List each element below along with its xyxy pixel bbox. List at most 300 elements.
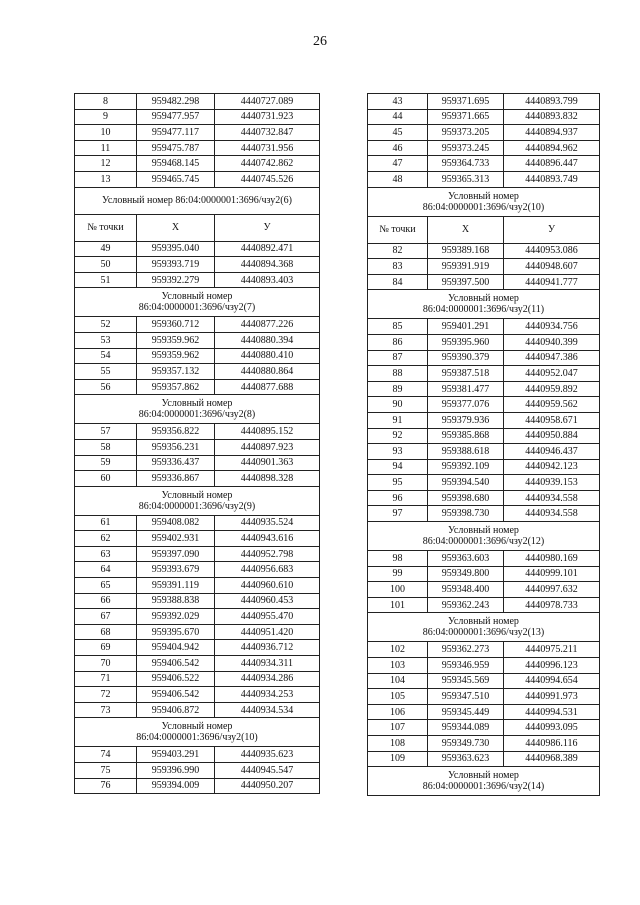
y-coordinate-cell: 4440968.389 bbox=[504, 751, 600, 767]
x-coordinate-cell: 959349.800 bbox=[428, 566, 504, 582]
point-number-cell: 48 bbox=[368, 171, 428, 187]
section-title-line: 86:04:0000001:3696/чзу2(11) bbox=[422, 304, 545, 316]
y-coordinate-cell: 4440942.123 bbox=[504, 459, 600, 475]
point-number-cell: 52 bbox=[75, 317, 137, 333]
x-coordinate-cell: 959344.089 bbox=[428, 720, 504, 736]
y-coordinate-cell: 4440994.654 bbox=[504, 673, 600, 689]
table-row bbox=[75, 778, 320, 794]
y-coordinate-cell: 4440960.610 bbox=[215, 578, 320, 594]
x-coordinate-cell: 959356.231 bbox=[137, 439, 215, 455]
point-number-cell: 69 bbox=[75, 640, 137, 656]
y-coordinate-cell: 4440727.089 bbox=[215, 94, 320, 110]
table-row bbox=[368, 459, 600, 475]
point-number-cell: 53 bbox=[75, 332, 137, 348]
x-coordinate-cell: 959403.291 bbox=[137, 747, 215, 763]
section-title bbox=[368, 290, 600, 319]
table-row bbox=[75, 455, 320, 471]
x-coordinate-cell: 959396.990 bbox=[137, 763, 215, 779]
y-coordinate-cell: 4440877.688 bbox=[215, 379, 320, 395]
x-coordinate-cell: 959365.313 bbox=[428, 171, 504, 187]
point-number-cell: 55 bbox=[75, 364, 137, 380]
x-coordinate-cell: 959356.822 bbox=[137, 424, 215, 440]
point-number-cell: 99 bbox=[368, 566, 428, 582]
point-number-cell: 94 bbox=[368, 459, 428, 475]
table-row bbox=[368, 428, 600, 444]
x-coordinate-cell: 959394.540 bbox=[428, 475, 504, 491]
y-coordinate-cell: 4440955.470 bbox=[215, 609, 320, 625]
point-number-cell: 8 bbox=[75, 94, 137, 110]
point-number-cell: 90 bbox=[368, 397, 428, 413]
x-coordinate-cell: 959379.936 bbox=[428, 412, 504, 428]
y-coordinate-cell: 4440934.253 bbox=[215, 687, 320, 703]
table-row bbox=[368, 125, 600, 141]
point-number-cell: 101 bbox=[368, 597, 428, 613]
header-y: У bbox=[504, 216, 600, 243]
y-coordinate-cell: 4440950.207 bbox=[215, 778, 320, 794]
y-coordinate-cell: 4440950.884 bbox=[504, 428, 600, 444]
x-coordinate-cell: 959362.273 bbox=[428, 642, 504, 658]
y-coordinate-cell: 4440952.047 bbox=[504, 366, 600, 382]
point-number-cell: 95 bbox=[368, 475, 428, 491]
y-coordinate-cell: 4440993.095 bbox=[504, 720, 600, 736]
table-row bbox=[75, 593, 320, 609]
y-coordinate-cell: 4440986.116 bbox=[504, 736, 600, 752]
section-title bbox=[75, 187, 320, 214]
x-coordinate-cell: 959394.009 bbox=[137, 778, 215, 794]
table-row bbox=[368, 350, 600, 366]
section-title-line: Условный номер bbox=[448, 293, 519, 305]
point-number-cell: 75 bbox=[75, 763, 137, 779]
y-coordinate-cell: 4440934.558 bbox=[504, 506, 600, 522]
table-row bbox=[75, 562, 320, 578]
section-title bbox=[368, 187, 600, 216]
x-coordinate-cell: 959482.298 bbox=[137, 94, 215, 110]
point-number-cell: 92 bbox=[368, 428, 428, 444]
point-number-cell: 68 bbox=[75, 624, 137, 640]
x-coordinate-cell: 959357.132 bbox=[137, 364, 215, 380]
point-number-cell: 82 bbox=[368, 243, 428, 259]
y-coordinate-cell: 4440956.683 bbox=[215, 562, 320, 578]
x-coordinate-cell: 959388.618 bbox=[428, 444, 504, 460]
point-number-cell: 49 bbox=[75, 241, 137, 257]
point-number-cell: 56 bbox=[75, 379, 137, 395]
x-coordinate-cell: 959359.962 bbox=[137, 332, 215, 348]
section-title-line: Условный номер bbox=[448, 616, 519, 628]
y-coordinate-cell: 4440894.937 bbox=[504, 125, 600, 141]
x-coordinate-cell: 959395.040 bbox=[137, 241, 215, 257]
x-coordinate-cell: 959385.868 bbox=[428, 428, 504, 444]
point-number-cell: 58 bbox=[75, 439, 137, 455]
y-coordinate-cell: 4440958.671 bbox=[504, 412, 600, 428]
x-coordinate-cell: 959404.942 bbox=[137, 640, 215, 656]
x-coordinate-cell: 959402.931 bbox=[137, 531, 215, 547]
x-coordinate-cell: 959392.029 bbox=[137, 609, 215, 625]
table-row bbox=[368, 673, 600, 689]
table-row bbox=[368, 381, 600, 397]
point-number-cell: 63 bbox=[75, 546, 137, 562]
y-coordinate-cell: 4440893.832 bbox=[504, 109, 600, 125]
x-coordinate-cell: 959381.477 bbox=[428, 381, 504, 397]
table-header-row bbox=[368, 216, 600, 243]
y-coordinate-cell: 4440951.420 bbox=[215, 624, 320, 640]
y-coordinate-cell: 4440940.399 bbox=[504, 334, 600, 350]
header-point-number: № точки bbox=[368, 216, 428, 243]
table-row bbox=[368, 274, 600, 290]
x-coordinate-cell: 959357.862 bbox=[137, 379, 215, 395]
section-title-line: Условный номер 86:04:0000001:3696/чзу2(6) bbox=[102, 195, 292, 207]
table-row bbox=[368, 506, 600, 522]
point-number-cell: 87 bbox=[368, 350, 428, 366]
header-x: X bbox=[137, 214, 215, 241]
x-coordinate-cell: 959392.279 bbox=[137, 272, 215, 288]
x-coordinate-cell: 959363.603 bbox=[428, 551, 504, 567]
table-row bbox=[368, 366, 600, 382]
point-number-cell: 86 bbox=[368, 334, 428, 350]
section-title-line: 86:04:0000001:3696/чзу2(9) bbox=[138, 500, 256, 512]
y-coordinate-cell: 4440880.394 bbox=[215, 332, 320, 348]
y-coordinate-cell: 4440996.123 bbox=[504, 658, 600, 674]
table-row bbox=[75, 332, 320, 348]
x-coordinate-cell: 959475.787 bbox=[137, 140, 215, 156]
point-number-cell: 47 bbox=[368, 156, 428, 172]
table-row bbox=[75, 578, 320, 594]
x-coordinate-cell: 959388.838 bbox=[137, 593, 215, 609]
point-number-cell: 54 bbox=[75, 348, 137, 364]
y-coordinate-cell: 4440745.526 bbox=[215, 171, 320, 187]
point-number-cell: 85 bbox=[368, 319, 428, 335]
point-number-cell: 12 bbox=[75, 156, 137, 172]
table-row bbox=[75, 515, 320, 531]
section-title-line: 86:04:0000001:3696/чзу2(14) bbox=[422, 781, 545, 793]
table-row bbox=[368, 551, 600, 567]
table-row bbox=[368, 751, 600, 767]
table-row bbox=[368, 109, 600, 125]
table-row bbox=[368, 334, 600, 350]
point-number-cell: 106 bbox=[368, 704, 428, 720]
x-coordinate-cell: 959468.145 bbox=[137, 156, 215, 172]
table-row bbox=[368, 475, 600, 491]
y-coordinate-cell: 4440975.211 bbox=[504, 642, 600, 658]
x-coordinate-cell: 959401.291 bbox=[428, 319, 504, 335]
x-coordinate-cell: 959391.919 bbox=[428, 259, 504, 275]
table-row bbox=[75, 609, 320, 625]
point-number-cell: 84 bbox=[368, 274, 428, 290]
table-row bbox=[75, 241, 320, 257]
table-row bbox=[75, 125, 320, 141]
table-row bbox=[75, 317, 320, 333]
y-coordinate-cell: 4440892.471 bbox=[215, 241, 320, 257]
section-title bbox=[368, 767, 600, 796]
table-row bbox=[368, 658, 600, 674]
table-row bbox=[368, 319, 600, 335]
table-row bbox=[75, 140, 320, 156]
table-row bbox=[368, 397, 600, 413]
x-coordinate-cell: 959347.510 bbox=[428, 689, 504, 705]
x-coordinate-cell: 959465.745 bbox=[137, 171, 215, 187]
coordinates-table-right bbox=[367, 93, 600, 796]
table-row bbox=[368, 412, 600, 428]
table-row bbox=[75, 624, 320, 640]
y-coordinate-cell: 4440742.862 bbox=[215, 156, 320, 172]
point-number-cell: 67 bbox=[75, 609, 137, 625]
point-number-cell: 93 bbox=[368, 444, 428, 460]
table-body-left bbox=[75, 94, 320, 794]
point-number-cell: 61 bbox=[75, 515, 137, 531]
y-coordinate-cell: 4440936.712 bbox=[215, 640, 320, 656]
section-title bbox=[75, 288, 320, 317]
x-coordinate-cell: 959364.733 bbox=[428, 156, 504, 172]
y-coordinate-cell: 4440934.286 bbox=[215, 671, 320, 687]
table-row bbox=[75, 747, 320, 763]
table-row bbox=[75, 424, 320, 440]
point-number-cell: 74 bbox=[75, 747, 137, 763]
y-coordinate-cell: 4440941.777 bbox=[504, 274, 600, 290]
point-number-cell: 57 bbox=[75, 424, 137, 440]
point-number-cell: 103 bbox=[368, 658, 428, 674]
point-number-cell: 105 bbox=[368, 689, 428, 705]
x-coordinate-cell: 959345.449 bbox=[428, 704, 504, 720]
table-row bbox=[368, 642, 600, 658]
table-row bbox=[368, 243, 600, 259]
section-title-line: Условный номер bbox=[161, 489, 233, 501]
x-coordinate-cell: 959345.569 bbox=[428, 673, 504, 689]
section-header-row bbox=[75, 395, 320, 424]
point-number-cell: 59 bbox=[75, 455, 137, 471]
y-coordinate-cell: 4440893.403 bbox=[215, 272, 320, 288]
y-coordinate-cell: 4440897.923 bbox=[215, 439, 320, 455]
table-row bbox=[75, 471, 320, 487]
y-coordinate-cell: 4440980.169 bbox=[504, 551, 600, 567]
x-coordinate-cell: 959390.379 bbox=[428, 350, 504, 366]
y-coordinate-cell: 4440934.558 bbox=[504, 490, 600, 506]
section-header-row bbox=[368, 767, 600, 796]
section-title bbox=[75, 486, 320, 515]
section-title-line: 86:04:0000001:3696/чзу2(7) bbox=[138, 302, 256, 314]
point-number-cell: 62 bbox=[75, 531, 137, 547]
table-row bbox=[75, 348, 320, 364]
point-number-cell: 70 bbox=[75, 656, 137, 672]
table-row bbox=[75, 687, 320, 703]
x-coordinate-cell: 959398.680 bbox=[428, 490, 504, 506]
point-number-cell: 10 bbox=[75, 125, 137, 141]
y-coordinate-cell: 4440943.616 bbox=[215, 531, 320, 547]
table-row bbox=[368, 259, 600, 275]
x-coordinate-cell: 959397.090 bbox=[137, 546, 215, 562]
point-number-cell: 102 bbox=[368, 642, 428, 658]
y-coordinate-cell: 4440894.962 bbox=[504, 140, 600, 156]
table-row bbox=[75, 171, 320, 187]
section-header-row bbox=[75, 288, 320, 317]
x-coordinate-cell: 959360.712 bbox=[137, 317, 215, 333]
section-title-line: 86:04:0000001:3696/чзу2(8) bbox=[138, 409, 256, 421]
x-coordinate-cell: 959408.082 bbox=[137, 515, 215, 531]
point-number-cell: 9 bbox=[75, 109, 137, 125]
x-coordinate-cell: 959362.243 bbox=[428, 597, 504, 613]
point-number-cell: 11 bbox=[75, 140, 137, 156]
table-row bbox=[368, 704, 600, 720]
point-number-cell: 89 bbox=[368, 381, 428, 397]
table-row bbox=[75, 671, 320, 687]
section-title-line: 86:04:0000001:3696/чзу2(10) bbox=[422, 201, 545, 213]
point-number-cell: 108 bbox=[368, 736, 428, 752]
x-coordinate-cell: 959406.542 bbox=[137, 687, 215, 703]
table-row bbox=[368, 94, 600, 110]
x-coordinate-cell: 959392.109 bbox=[428, 459, 504, 475]
section-title bbox=[75, 718, 320, 747]
section-header-row bbox=[368, 522, 600, 551]
point-number-cell: 100 bbox=[368, 582, 428, 598]
x-coordinate-cell: 959393.719 bbox=[137, 257, 215, 273]
table-row bbox=[75, 379, 320, 395]
table-row bbox=[75, 763, 320, 779]
x-coordinate-cell: 959373.245 bbox=[428, 140, 504, 156]
y-coordinate-cell: 4440946.437 bbox=[504, 444, 600, 460]
point-number-cell: 50 bbox=[75, 257, 137, 273]
point-number-cell: 96 bbox=[368, 490, 428, 506]
table-row bbox=[75, 272, 320, 288]
point-number-cell: 60 bbox=[75, 471, 137, 487]
section-title-line: Условный номер bbox=[161, 398, 233, 410]
y-coordinate-cell: 4440978.733 bbox=[504, 597, 600, 613]
x-coordinate-cell: 959359.962 bbox=[137, 348, 215, 364]
table-row bbox=[368, 597, 600, 613]
x-coordinate-cell: 959387.518 bbox=[428, 366, 504, 382]
y-coordinate-cell: 4440880.410 bbox=[215, 348, 320, 364]
y-coordinate-cell: 4440731.923 bbox=[215, 109, 320, 125]
y-coordinate-cell: 4440901.363 bbox=[215, 455, 320, 471]
point-number-cell: 51 bbox=[75, 272, 137, 288]
x-coordinate-cell: 959393.679 bbox=[137, 562, 215, 578]
y-coordinate-cell: 4440731.956 bbox=[215, 140, 320, 156]
section-title-line: Условный номер bbox=[448, 190, 519, 202]
section-header-row bbox=[75, 486, 320, 515]
table-row bbox=[75, 531, 320, 547]
x-coordinate-cell: 959373.205 bbox=[428, 125, 504, 141]
coordinates-table-left bbox=[74, 93, 320, 794]
y-coordinate-cell: 4440991.973 bbox=[504, 689, 600, 705]
table-row bbox=[75, 439, 320, 455]
x-coordinate-cell: 959349.730 bbox=[428, 736, 504, 752]
x-coordinate-cell: 959397.500 bbox=[428, 274, 504, 290]
point-number-cell: 107 bbox=[368, 720, 428, 736]
point-number-cell: 46 bbox=[368, 140, 428, 156]
table-header-row bbox=[75, 214, 320, 241]
y-coordinate-cell: 4440945.547 bbox=[215, 763, 320, 779]
point-number-cell: 98 bbox=[368, 551, 428, 567]
y-coordinate-cell: 4440935.623 bbox=[215, 747, 320, 763]
y-coordinate-cell: 4440959.892 bbox=[504, 381, 600, 397]
table-row bbox=[368, 720, 600, 736]
x-coordinate-cell: 959391.119 bbox=[137, 578, 215, 594]
y-coordinate-cell: 4440893.799 bbox=[504, 94, 600, 110]
section-title-line: 86:04:0000001:3696/чзу2(13) bbox=[422, 627, 545, 639]
point-number-cell: 73 bbox=[75, 702, 137, 718]
table-row bbox=[368, 444, 600, 460]
table-row bbox=[368, 156, 600, 172]
x-coordinate-cell: 959398.730 bbox=[428, 506, 504, 522]
section-title-line: Условный номер bbox=[161, 291, 233, 303]
x-coordinate-cell: 959336.437 bbox=[137, 455, 215, 471]
x-coordinate-cell: 959389.168 bbox=[428, 243, 504, 259]
x-coordinate-cell: 959477.117 bbox=[137, 125, 215, 141]
table-row bbox=[368, 736, 600, 752]
y-coordinate-cell: 4440994.531 bbox=[504, 704, 600, 720]
y-coordinate-cell: 4440934.311 bbox=[215, 656, 320, 672]
x-coordinate-cell: 959371.665 bbox=[428, 109, 504, 125]
y-coordinate-cell: 4440960.453 bbox=[215, 593, 320, 609]
table-row bbox=[368, 689, 600, 705]
y-coordinate-cell: 4440948.607 bbox=[504, 259, 600, 275]
x-coordinate-cell: 959346.959 bbox=[428, 658, 504, 674]
header-x: X bbox=[428, 216, 504, 243]
y-coordinate-cell: 4440939.153 bbox=[504, 475, 600, 491]
section-title bbox=[75, 395, 320, 424]
point-number-cell: 83 bbox=[368, 259, 428, 275]
table-row bbox=[75, 656, 320, 672]
x-coordinate-cell: 959371.695 bbox=[428, 94, 504, 110]
section-title bbox=[368, 613, 600, 642]
table-body-right bbox=[368, 94, 600, 796]
header-y: У bbox=[215, 214, 320, 241]
point-number-cell: 65 bbox=[75, 578, 137, 594]
x-coordinate-cell: 959477.957 bbox=[137, 109, 215, 125]
x-coordinate-cell: 959348.400 bbox=[428, 582, 504, 598]
y-coordinate-cell: 4440953.086 bbox=[504, 243, 600, 259]
section-header-row bbox=[368, 613, 600, 642]
x-coordinate-cell: 959406.872 bbox=[137, 702, 215, 718]
point-number-cell: 44 bbox=[368, 109, 428, 125]
point-number-cell: 64 bbox=[75, 562, 137, 578]
y-coordinate-cell: 4440895.152 bbox=[215, 424, 320, 440]
section-title-line: Условный номер bbox=[448, 525, 519, 537]
table-row bbox=[75, 640, 320, 656]
x-coordinate-cell: 959377.076 bbox=[428, 397, 504, 413]
section-header-row bbox=[368, 187, 600, 216]
y-coordinate-cell: 4440934.756 bbox=[504, 319, 600, 335]
point-number-cell: 45 bbox=[368, 125, 428, 141]
table-row bbox=[75, 257, 320, 273]
table-row bbox=[368, 490, 600, 506]
table-row bbox=[75, 364, 320, 380]
header-point-number: № точки bbox=[75, 214, 137, 241]
table-row bbox=[368, 582, 600, 598]
table-row bbox=[75, 94, 320, 110]
table-row bbox=[75, 546, 320, 562]
section-header-row bbox=[368, 290, 600, 319]
point-number-cell: 13 bbox=[75, 171, 137, 187]
y-coordinate-cell: 4440732.847 bbox=[215, 125, 320, 141]
y-coordinate-cell: 4440898.328 bbox=[215, 471, 320, 487]
y-coordinate-cell: 4440935.524 bbox=[215, 515, 320, 531]
x-coordinate-cell: 959395.960 bbox=[428, 334, 504, 350]
y-coordinate-cell: 4440934.534 bbox=[215, 702, 320, 718]
y-coordinate-cell: 4440894.368 bbox=[215, 257, 320, 273]
y-coordinate-cell: 4440997.632 bbox=[504, 582, 600, 598]
table-row bbox=[75, 702, 320, 718]
table-row bbox=[75, 156, 320, 172]
table-row bbox=[368, 566, 600, 582]
page-number: 26 bbox=[313, 34, 327, 49]
x-coordinate-cell: 959395.670 bbox=[137, 624, 215, 640]
point-number-cell: 88 bbox=[368, 366, 428, 382]
point-number-cell: 66 bbox=[75, 593, 137, 609]
point-number-cell: 71 bbox=[75, 671, 137, 687]
x-coordinate-cell: 959363.623 bbox=[428, 751, 504, 767]
y-coordinate-cell: 4440947.386 bbox=[504, 350, 600, 366]
section-title bbox=[368, 522, 600, 551]
y-coordinate-cell: 4440952.798 bbox=[215, 546, 320, 562]
y-coordinate-cell: 4440877.226 bbox=[215, 317, 320, 333]
